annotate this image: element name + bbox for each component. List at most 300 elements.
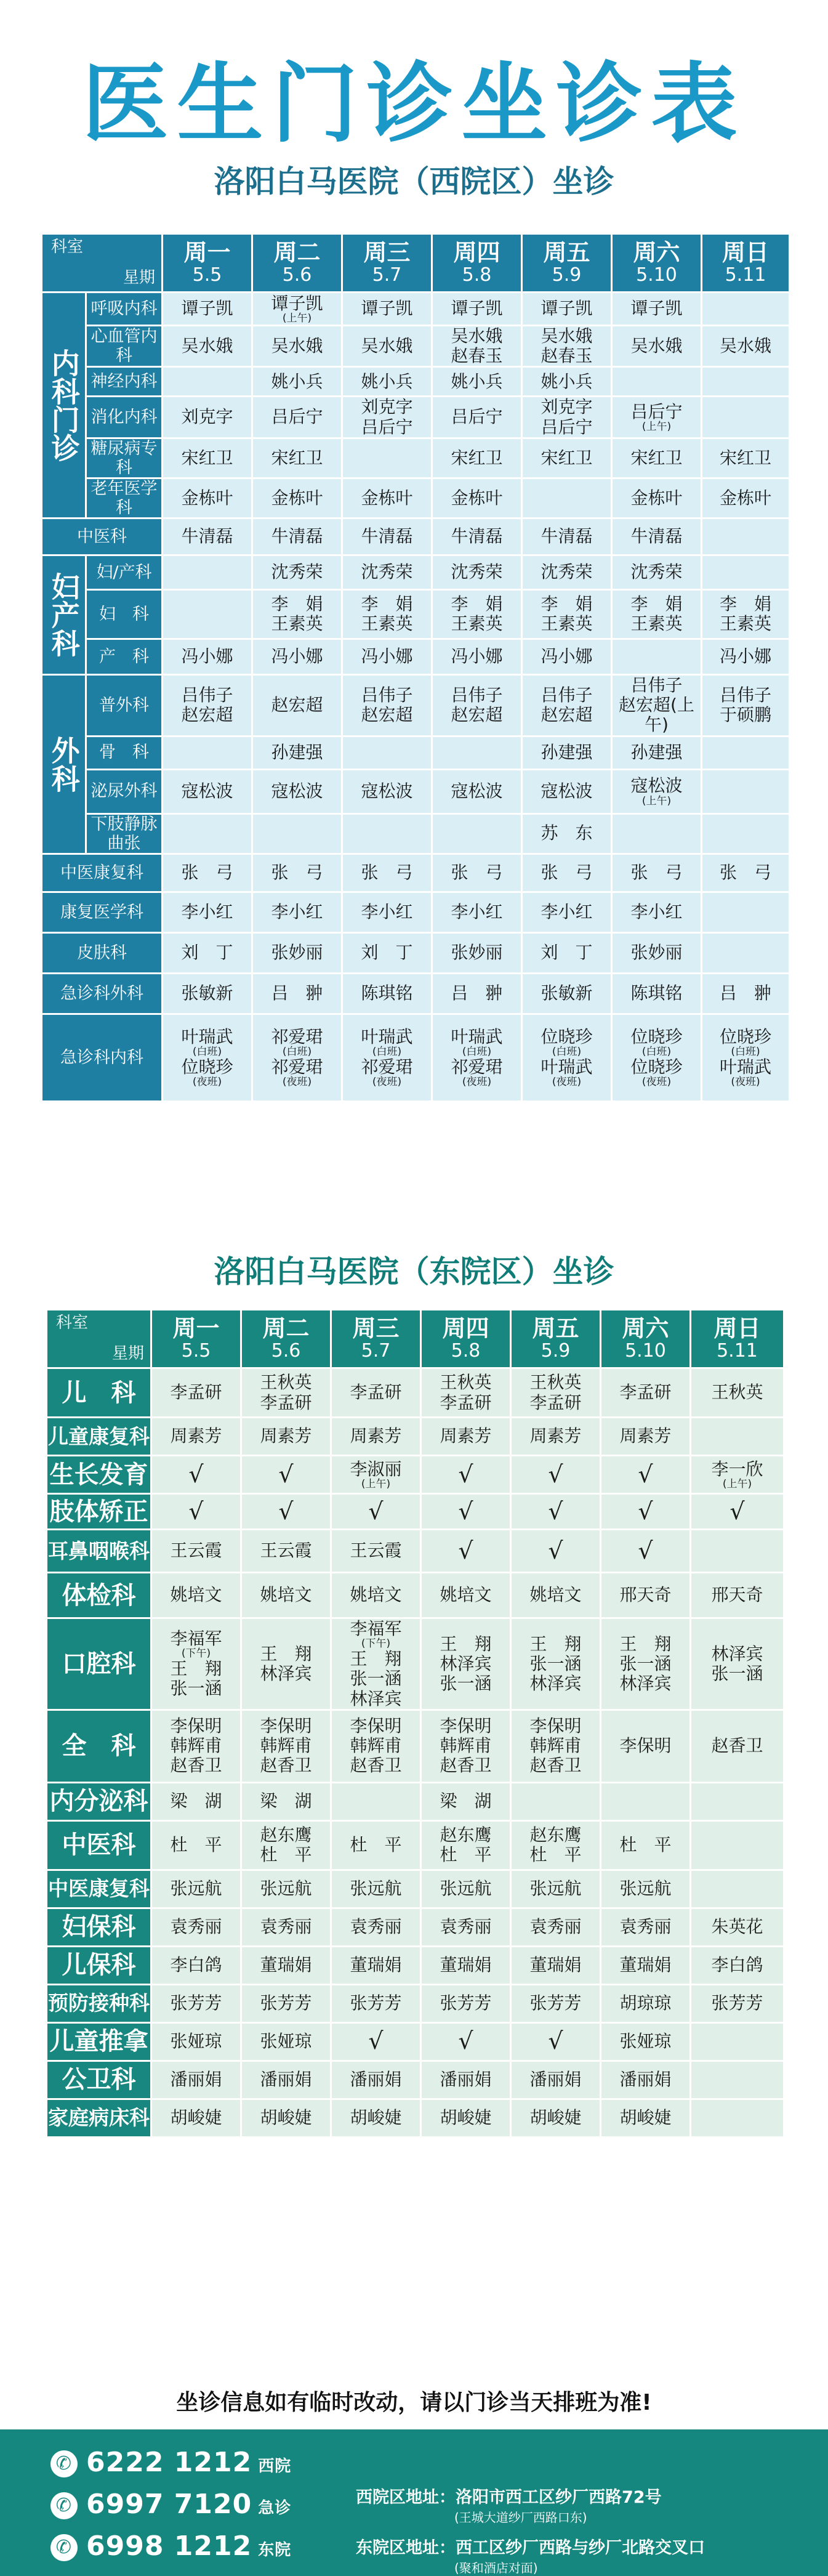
schedule-cell — [511, 1710, 601, 1782]
doctor-name: 赵香卫 — [350, 1755, 402, 1776]
doctor-name: 王素英 — [451, 613, 503, 634]
doctor-name: 吕后宁 — [541, 416, 593, 437]
doctor-name: 王秋英 — [529, 1372, 582, 1393]
schedule-cell — [522, 367, 612, 397]
schedule-cell — [252, 326, 342, 367]
shift-note: (夜班) — [552, 1076, 582, 1089]
day-name: 周二 — [273, 239, 321, 267]
available-check: √ — [368, 2027, 384, 2055]
schedule-cell — [691, 1573, 784, 1618]
schedule-row — [42, 555, 790, 589]
doctor-name: 吕后宁 — [271, 406, 323, 427]
doctor-name: 张远航 — [529, 1878, 582, 1899]
schedule-cell — [421, 1418, 511, 1456]
schedule-cell — [691, 2022, 784, 2061]
day-header — [522, 234, 612, 293]
schedule-row — [47, 1820, 784, 1870]
day-name: 周日 — [713, 1315, 761, 1343]
schedule-cell — [432, 293, 522, 326]
doctor-name: 叶瑞武 — [361, 1026, 413, 1047]
available-check: √ — [458, 2027, 473, 2055]
available-check: √ — [638, 1536, 653, 1564]
doctor-name: 李孟研 — [440, 1392, 492, 1413]
schedule-cell — [522, 478, 612, 518]
address-label: 东院区地址： — [356, 2538, 456, 2558]
schedule-cell — [691, 2061, 784, 2099]
schedule-cell — [601, 1984, 691, 2022]
schedule-cell — [151, 1368, 241, 1418]
schedule-cell — [241, 1418, 331, 1456]
day-date: 5.8 — [462, 264, 492, 286]
doctor-name: 张妙丽 — [630, 942, 683, 963]
doctor-name: 李小红 — [630, 902, 683, 922]
doctor-name: 沈秀荣 — [271, 562, 323, 583]
schedule-cell — [151, 1908, 241, 1946]
schedule-cell — [691, 1782, 784, 1820]
department-label: 儿 科 — [47, 1368, 151, 1418]
schedule-row — [47, 1573, 784, 1618]
doctor-name: 胡峻婕 — [440, 2107, 492, 2128]
schedule-cell — [432, 769, 522, 814]
doctor-name: 潘丽娟 — [260, 2069, 312, 2090]
department-label: 全 科 — [47, 1710, 151, 1782]
day-name: 周三 — [352, 1315, 400, 1343]
doctor-name: 张 弓 — [719, 862, 771, 882]
available-check: √ — [548, 1497, 563, 1525]
doctor-name: 姚培文 — [529, 1585, 582, 1605]
doctor-name: 杜 平 — [440, 1844, 492, 1865]
schedule-cell — [421, 1618, 511, 1710]
shift-note: (夜班) — [462, 1076, 492, 1089]
doctor-name: 牛清磊 — [271, 526, 323, 547]
doctor-name: 林泽宾 — [619, 1673, 672, 1694]
schedule-cell — [331, 1573, 421, 1618]
doctor-name: 冯小娜 — [451, 646, 503, 667]
schedule-cell — [601, 1946, 691, 1984]
contact-banner — [0, 2429, 828, 2576]
day-name: 周一 — [172, 1315, 220, 1343]
doctor-name: 李保明 — [260, 1715, 312, 1736]
schedule-cell — [342, 736, 432, 769]
phone-tag: 东院 — [258, 2541, 292, 2559]
schedule-cell — [421, 2099, 511, 2137]
doctor-name: 陈琪铭 — [630, 983, 683, 1003]
doctor-name: 赵宏超 — [451, 705, 503, 725]
shift-note: (白班) — [641, 1046, 672, 1059]
doctor-name: 张娅琼 — [260, 2031, 312, 2052]
schedule-cell — [252, 854, 342, 892]
doctor-name: 叶瑞武 — [181, 1026, 233, 1047]
doctor-name: 邢天奇 — [619, 1585, 672, 1605]
doctor-name: 张远航 — [170, 1878, 222, 1899]
doctor-name: 吴水娥 — [630, 336, 683, 357]
schedule-cell — [421, 1530, 511, 1573]
doctor-name: 赵春玉 — [451, 345, 503, 366]
department-group: 外科 — [42, 674, 86, 854]
day-header — [421, 1310, 511, 1368]
doctor-name: 沈秀荣 — [451, 562, 503, 583]
doctor-name: 张敏新 — [541, 983, 593, 1003]
doctor-name: 牛清磊 — [630, 526, 683, 547]
doctor-name: 宋红卫 — [630, 447, 683, 468]
emergency-phone[interactable] — [55, 2489, 292, 2520]
schedule-cell — [691, 1870, 784, 1908]
doctor-name: 王 翔 — [350, 1649, 402, 1670]
west-campus-subtitle: 洛阳白马医院（西院区）坐诊 — [214, 164, 614, 200]
day-name: 周二 — [262, 1315, 310, 1343]
doctor-name: 王 翔 — [440, 1633, 492, 1654]
doctor-name: 张一涵 — [619, 1653, 672, 1674]
doctor-name: 张一涵 — [529, 1653, 582, 1674]
day-header — [252, 234, 342, 293]
available-check: √ — [188, 1497, 204, 1525]
doctor-name: 林泽宾 — [350, 1688, 402, 1709]
doctor-name: 李 娟 — [361, 594, 413, 615]
doctor-name: 金栋叶 — [451, 487, 503, 508]
department-label: 儿童康复科 — [47, 1418, 151, 1456]
schedule-cell — [241, 1368, 331, 1418]
doctor-name: 王 翔 — [619, 1633, 672, 1654]
doctor-name: 位晓珍 — [541, 1026, 593, 1047]
schedule-cell — [612, 973, 702, 1014]
corner-cell — [47, 1310, 151, 1368]
schedule-row — [42, 589, 790, 639]
doctor-name: 牛清磊 — [541, 526, 593, 547]
corner-cell — [42, 234, 163, 293]
doctor-name: 张芳芳 — [260, 1993, 312, 2014]
doctor-name: 祁爱珺 — [271, 1026, 323, 1047]
doctor-name: 刘克字 — [361, 397, 413, 418]
schedule-cell — [163, 367, 252, 397]
doctor-name: 姚培文 — [440, 1585, 492, 1605]
doctor-name: 于硕鹏 — [719, 705, 771, 725]
schedule-cell — [702, 438, 790, 478]
schedule-row — [47, 1618, 784, 1710]
schedule-cell — [522, 518, 612, 555]
schedule-cell — [691, 1984, 784, 2022]
doctor-name: 叶瑞武 — [719, 1057, 771, 1078]
schedule-row — [42, 367, 790, 397]
schedule-cell — [241, 1530, 331, 1573]
doctor-name: 姚小兵 — [271, 371, 323, 392]
doctor-name: 袁秀丽 — [619, 1916, 672, 1937]
schedule-cell — [522, 555, 612, 589]
doctor-name: 李孟研 — [350, 1382, 402, 1403]
doctor-name: 韩辉甫 — [170, 1735, 222, 1756]
schedule-cell — [511, 1494, 601, 1530]
doctor-name: 宋红卫 — [451, 447, 503, 468]
doctor-name: 董瑞娟 — [350, 1955, 402, 1976]
schedule-cell — [331, 2099, 421, 2137]
schedule-cell — [511, 1820, 601, 1870]
doctor-name: 牛清磊 — [451, 526, 503, 547]
doctor-name: 袁秀丽 — [440, 1916, 492, 1937]
doctor-name: 寇松波 — [630, 775, 683, 796]
schedule-cell — [511, 1368, 601, 1418]
schedule-cell — [163, 397, 252, 438]
doctor-name: 张一涵 — [711, 1663, 763, 1684]
doctor-name: 赵东鹰 — [440, 1825, 492, 1846]
available-check: √ — [730, 1497, 745, 1525]
schedule-cell — [241, 2061, 331, 2099]
doctor-name: 刘克字 — [541, 397, 593, 418]
header-row — [42, 234, 790, 293]
schedule-cell — [511, 1946, 601, 1984]
day-header — [151, 1310, 241, 1368]
doctor-name: 吕后宁 — [361, 416, 413, 437]
doctor-name: 董瑞娟 — [619, 1955, 672, 1976]
schedule-cell — [691, 1456, 784, 1494]
doctor-name: 张芳芳 — [350, 1993, 402, 2014]
schedule-change-notice: 坐诊信息如有临时改动，请以门诊当天排班为准! — [176, 2390, 652, 2415]
schedule-cell — [421, 1908, 511, 1946]
west-phone[interactable] — [55, 2447, 292, 2478]
doctor-name: 张娅琼 — [619, 2031, 672, 2052]
department-label: 儿保科 — [47, 1946, 151, 1984]
day-header — [241, 1310, 331, 1368]
schedule-cell — [163, 674, 252, 736]
doctor-name: 谭子凯 — [630, 298, 683, 319]
shift-note: (上午) — [282, 312, 312, 325]
doctor-name: 张芳芳 — [170, 1993, 222, 2014]
address-text: 西工区纱厂西路与纱厂北路交叉口 — [456, 2538, 705, 2558]
corner-week-label: 星期 — [111, 1344, 144, 1363]
schedule-row — [42, 854, 790, 892]
doctor-name: 李 娟 — [451, 594, 503, 615]
shift-note: (下午) — [361, 1637, 391, 1650]
doctor-name: 李孟研 — [529, 1392, 582, 1413]
schedule-cell — [522, 854, 612, 892]
department-label: 体检科 — [47, 1573, 151, 1618]
shift-note: (白班) — [552, 1046, 582, 1059]
doctor-name: 谭子凯 — [181, 298, 233, 319]
doctor-name: 孙建强 — [630, 741, 683, 762]
doctor-name: 吕 翀 — [451, 983, 503, 1003]
department-label: 急诊科外科 — [42, 973, 163, 1014]
doctor-name: 姚小兵 — [361, 371, 413, 392]
doctor-name: 王云霞 — [170, 1540, 222, 1561]
schedule-cell — [151, 1710, 241, 1782]
doctor-name: 李白鸽 — [170, 1955, 222, 1976]
schedule-cell — [612, 326, 702, 367]
day-date: 5.10 — [636, 264, 677, 286]
department-label: 公卫科 — [47, 2061, 151, 2099]
schedule-cell — [342, 555, 432, 589]
schedule-cell — [331, 2061, 421, 2099]
available-check: √ — [458, 1536, 473, 1564]
doctor-name: 袁秀丽 — [260, 1916, 312, 1937]
doctor-name: 李孟研 — [170, 1382, 222, 1403]
schedule-cell — [151, 1456, 241, 1494]
day-date: 5.11 — [725, 264, 766, 286]
schedule-cell — [331, 1530, 421, 1573]
schedule-cell — [163, 736, 252, 769]
schedule-cell — [163, 854, 252, 892]
schedule-cell — [421, 1946, 511, 1984]
schedule-cell — [522, 438, 612, 478]
day-name: 周六 — [633, 239, 680, 267]
available-check: √ — [548, 1460, 563, 1488]
doctor-name: 寇松波 — [181, 780, 233, 801]
schedule-cell — [432, 736, 522, 769]
day-header — [331, 1310, 421, 1368]
schedule-cell — [331, 1368, 421, 1418]
schedule-cell — [163, 973, 252, 1014]
doctor-name: 李一欣 — [711, 1458, 763, 1479]
day-header — [511, 1310, 601, 1368]
schedule-cell — [163, 932, 252, 973]
schedule-cell — [331, 1908, 421, 1946]
day-date: 5.5 — [192, 264, 222, 286]
doctor-name: 潘丽娟 — [529, 2069, 582, 2090]
doctor-name: 赵春玉 — [541, 345, 593, 366]
schedule-cell — [252, 589, 342, 639]
schedule-cell — [342, 326, 432, 367]
schedule-cell — [241, 1456, 331, 1494]
doctor-name: 李小红 — [541, 902, 593, 922]
department-label: 产 科 — [86, 639, 163, 674]
doctor-name: 刘 丁 — [361, 942, 413, 963]
schedule-cell — [702, 555, 790, 589]
doctor-name: 姚培文 — [350, 1585, 402, 1605]
department-label: 心血管内科 — [86, 326, 163, 367]
doctor-name: 牛清磊 — [361, 526, 413, 547]
schedule-cell — [252, 1014, 342, 1101]
corner-labels — [47, 1310, 150, 1367]
schedule-row — [42, 478, 790, 518]
schedule-cell — [612, 438, 702, 478]
schedule-cell — [342, 932, 432, 973]
schedule-cell — [522, 769, 612, 814]
day-date: 5.7 — [361, 1340, 391, 1362]
doctor-name: 梁 湖 — [170, 1791, 222, 1812]
day-header — [702, 234, 790, 293]
doctor-name: 邢天奇 — [711, 1585, 763, 1605]
schedule-cell — [612, 397, 702, 438]
schedule-cell — [331, 1456, 421, 1494]
schedule-cell — [331, 2022, 421, 2061]
doctor-name: 姚小兵 — [541, 371, 593, 392]
schedule-cell — [163, 769, 252, 814]
schedule-cell — [331, 1946, 421, 1984]
shift-note: (夜班) — [731, 1076, 760, 1089]
schedule-row — [47, 2022, 784, 2061]
doctor-name: 宋红卫 — [719, 447, 771, 468]
schedule-cell — [241, 2099, 331, 2137]
department-label: 口腔科 — [47, 1618, 151, 1710]
doctor-name: 韩辉甫 — [440, 1735, 492, 1756]
header-row — [47, 1310, 784, 1368]
day-name: 周一 — [183, 239, 231, 267]
schedule-cell — [511, 1530, 601, 1573]
schedule-cell — [151, 1618, 241, 1710]
doctor-name: 位晓珍 — [630, 1026, 683, 1047]
doctor-name: 寇松波 — [541, 780, 593, 801]
schedule-cell — [163, 1014, 252, 1101]
doctor-name: 李淑丽 — [350, 1458, 402, 1479]
schedule-cell — [163, 293, 252, 326]
schedule-cell — [691, 1820, 784, 1870]
doctor-name: 叶瑞武 — [451, 1026, 503, 1047]
schedule-cell — [421, 1820, 511, 1870]
schedule-cell — [241, 1573, 331, 1618]
department-group: 妇产科 — [42, 555, 86, 674]
west-schedule-table — [41, 233, 790, 1102]
schedule-cell — [702, 367, 790, 397]
doctor-name: 吕伟子 — [181, 685, 233, 706]
doctor-name: 赵香卫 — [260, 1755, 312, 1776]
schedule-cell — [522, 736, 612, 769]
available-check: √ — [458, 1460, 473, 1488]
available-check: √ — [368, 1497, 384, 1525]
doctor-name: 董瑞娟 — [529, 1955, 582, 1976]
doctor-name: 林泽宾 — [260, 1663, 312, 1684]
doctor-name: 李保明 — [619, 1735, 672, 1756]
department-label: 泌尿外科 — [86, 769, 163, 814]
schedule-cell — [432, 555, 522, 589]
doctor-name: 王 翔 — [260, 1643, 312, 1664]
schedule-cell — [163, 892, 252, 932]
phone-number: 6997 7120 — [86, 2489, 252, 2520]
doctor-name: 张远航 — [260, 1878, 312, 1899]
department-label: 下肢静脉曲张 — [86, 814, 163, 854]
shift-note: (白班) — [282, 1046, 312, 1059]
schedule-cell — [601, 1573, 691, 1618]
schedule-cell — [612, 892, 702, 932]
phone-tag: 急诊 — [258, 2499, 292, 2517]
department-label: 急诊科内科 — [42, 1014, 163, 1101]
doctor-name: 胡峻婕 — [260, 2107, 312, 2128]
doctor-name: 林泽宾 — [440, 1653, 492, 1674]
doctor-name: 张芳芳 — [440, 1993, 492, 2014]
schedule-cell — [691, 1946, 784, 1984]
schedule-cell — [432, 932, 522, 973]
schedule-cell — [252, 293, 342, 326]
doctor-name: 潘丽娟 — [170, 2069, 222, 2090]
doctor-name: 吕伟子 — [630, 674, 683, 695]
shift-note: (夜班) — [641, 1076, 672, 1089]
schedule-cell — [691, 2099, 784, 2137]
schedule-cell — [702, 736, 790, 769]
day-header — [163, 234, 252, 293]
schedule-row — [47, 1456, 784, 1494]
schedule-cell — [432, 589, 522, 639]
doctor-name: 李小红 — [271, 902, 323, 922]
schedule-cell — [252, 555, 342, 589]
doctor-name: 李 娟 — [630, 594, 683, 615]
doctor-name: 潘丽娟 — [619, 2069, 672, 2090]
schedule-cell — [252, 397, 342, 438]
doctor-name: 吕 翀 — [271, 983, 323, 1003]
schedule-row — [47, 1418, 784, 1456]
doctor-name: 王秋英 — [711, 1382, 763, 1403]
schedule-cell — [331, 1710, 421, 1782]
doctor-name: 周素芳 — [170, 1426, 222, 1447]
doctor-name: 胡琼琼 — [619, 1993, 672, 2014]
available-check: √ — [638, 1497, 653, 1525]
schedule-cell — [342, 589, 432, 639]
doctor-name: 韩辉甫 — [350, 1735, 402, 1756]
doctor-name: 寇松波 — [361, 780, 413, 801]
doctor-name: 宋红卫 — [271, 447, 323, 468]
schedule-cell — [432, 639, 522, 674]
schedule-cell — [702, 769, 790, 814]
east-phone[interactable] — [55, 2530, 292, 2562]
doctor-name: 胡峻婕 — [619, 2107, 672, 2128]
schedule-cell — [522, 892, 612, 932]
doctor-name: 赵香卫 — [529, 1755, 582, 1776]
department-label: 中医科 — [42, 518, 163, 555]
